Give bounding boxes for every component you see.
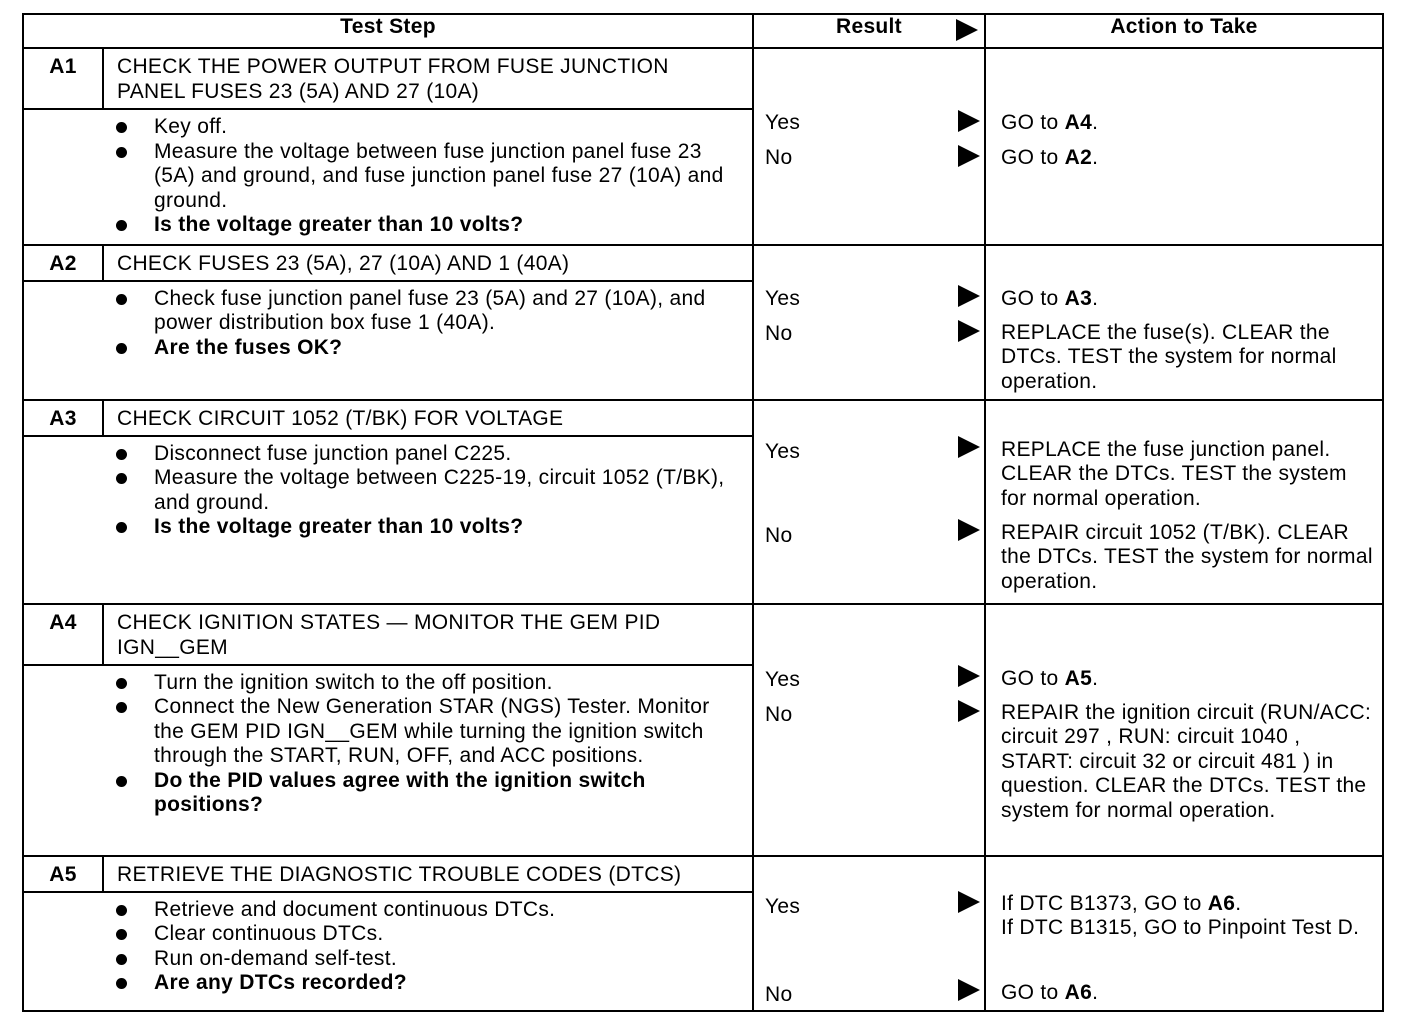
step-ref: A5: [1064, 666, 1093, 690]
bullet-item: Clear continuous DTCs.: [116, 922, 732, 947]
step-row-a2: [23, 245, 1383, 400]
result-cell: [753, 245, 985, 400]
header-result-label: Result: [836, 15, 902, 38]
arrow-right-icon: [958, 891, 980, 913]
action-yes: [1001, 111, 1378, 136]
action-cell: [985, 856, 1383, 1011]
diagnostic-table: [22, 13, 1384, 1012]
action-text: .: [1092, 146, 1099, 169]
bullet-item: Retrieve and document continuous DTCs.: [116, 898, 732, 923]
result-no: No: [765, 702, 793, 726]
step-header: [24, 857, 752, 893]
action-yes: REPLACE the fuse junction panel. CLEAR the DTCs. TEST the system for normal operation.: [1001, 437, 1347, 510]
action-text: .: [1235, 891, 1242, 915]
header-action: Action to Take: [985, 14, 1383, 48]
arrow-right-icon: [958, 436, 980, 458]
result-cell: [753, 400, 985, 604]
bullet-question: Is the voltage greater than 10 volts?: [116, 515, 732, 540]
step-title: CHECK IGNITION STATES — MONITOR THE GEM PID IGN__GEM: [117, 610, 661, 659]
step-bullets: [116, 287, 732, 361]
step-body: [24, 666, 752, 824]
step-title: CHECK FUSES 23 (5A), 27 (10A) AND 1 (40A): [117, 251, 570, 275]
result-no: No: [765, 321, 793, 345]
arrow-right-icon: [958, 285, 980, 307]
result-no: No: [765, 982, 793, 1006]
step-bullets: [116, 671, 732, 818]
step-header: [24, 605, 752, 666]
step-body: [24, 437, 752, 546]
step-cell: [23, 604, 753, 856]
step-header: [24, 401, 752, 437]
step-title: CHECK CIRCUIT 1052 (T/BK) FOR VOLTAGE: [117, 406, 564, 430]
step-row-a4: [23, 604, 1383, 856]
step-ref: A6: [1207, 891, 1236, 915]
step-ref: A2: [1064, 146, 1093, 169]
arrow-right-icon: [956, 19, 978, 41]
result-yes: Yes: [765, 439, 801, 463]
bullet-question: Do the PID values agree with the ignition switch positions?: [116, 769, 732, 818]
bullet-question: Are any DTCs recorded?: [116, 971, 732, 996]
bullet-question: Are the fuses OK?: [116, 336, 732, 361]
action-yes: [1001, 287, 1378, 312]
step-bullets: [116, 115, 732, 238]
result-no: No: [765, 523, 793, 547]
step-id: A5: [24, 857, 104, 891]
step-bullets: [116, 442, 732, 540]
action-no: REPAIR circuit 1052 (T/BK). CLEAR the DTCs. TEST the system for normal operation.: [1001, 520, 1373, 593]
action-text: GO to: [1001, 666, 1065, 690]
arrow-right-icon: [958, 519, 980, 541]
action-cell: [985, 400, 1383, 604]
step-cell: [23, 400, 753, 604]
result-cell: [753, 604, 985, 856]
step-body: [24, 282, 752, 367]
step-header: [24, 246, 752, 282]
step-id: A1: [24, 49, 104, 108]
step-bullets: [116, 898, 732, 996]
step-cell: [23, 856, 753, 1011]
arrow-right-icon: [958, 700, 980, 722]
action-cell: [985, 245, 1383, 400]
step-ref: A6: [1064, 980, 1093, 1004]
step-body: [24, 110, 752, 244]
action-text: GO to: [1001, 111, 1065, 134]
result-cell: [753, 856, 985, 1011]
result-cell: [753, 48, 985, 245]
step-id: A2: [24, 246, 104, 280]
action-text: .: [1092, 111, 1099, 134]
step-row-a1: [23, 48, 1383, 245]
action-text: .: [1092, 666, 1099, 690]
step-header: [24, 49, 752, 110]
action-text: If DTC B1315, GO to Pinpoint Test D.: [1001, 916, 1360, 939]
action-cell: [985, 604, 1383, 856]
result-yes: Yes: [765, 667, 801, 691]
step-title: CHECK THE POWER OUTPUT FROM FUSE JUNCTION PANEL FUSES 23 (5A) AND 27 (10A): [117, 55, 669, 103]
bullet-item: Measure the voltage between fuse junction panel fuse 23 (5A) and ground, and fuse junction panel fuse 27 (10A) and ground.: [116, 140, 732, 214]
result-yes: Yes: [765, 894, 801, 918]
result-yes: Yes: [765, 286, 801, 310]
action-text: GO to: [1001, 146, 1065, 169]
arrow-right-icon: [958, 145, 980, 167]
bullet-item: Disconnect fuse junction panel C225.: [116, 442, 732, 467]
action-text: .: [1092, 980, 1099, 1004]
bullet-item: Key off.: [116, 115, 732, 140]
step-row-a5: [23, 856, 1383, 1011]
step-ref: A3: [1064, 286, 1093, 310]
action-text: .: [1092, 286, 1099, 310]
step-id: A3: [24, 401, 104, 435]
step-id: A4: [24, 605, 104, 664]
bullet-item: Check fuse junction panel fuse 23 (5A) and 27 (10A), and power distribution box fuse 1 (40A).: [116, 287, 732, 336]
bullet-item: Measure the voltage between C225-19, circuit 1052 (T/BK), and ground.: [116, 466, 732, 515]
action-no: [1001, 981, 1378, 1006]
bullet-question: Is the voltage greater than 10 volts?: [116, 213, 732, 238]
result-no: No: [765, 146, 793, 169]
arrow-right-icon: [958, 665, 980, 687]
step-cell: [23, 245, 753, 400]
arrow-right-icon: [958, 110, 980, 132]
header-test-step: Test Step: [23, 14, 753, 48]
action-cell: [985, 48, 1383, 245]
step-body: [24, 893, 752, 1002]
action-text: If DTC B1373, GO to: [1001, 891, 1208, 915]
bullet-item: Connect the New Generation STAR (NGS) Tester. Monitor the GEM PID IGN__GEM while turning the ignition switch through the START, RUN, OFF, and ACC positions.: [116, 695, 732, 769]
step-cell: [23, 48, 753, 245]
arrow-right-icon: [958, 979, 980, 1001]
step-row-a3: [23, 400, 1383, 604]
step-title: RETRIEVE THE DIAGNOSTIC TROUBLE CODES (DTCS): [117, 862, 682, 886]
action-text: GO to: [1001, 286, 1065, 310]
bullet-item: Run on-demand self-test.: [116, 947, 732, 972]
step-ref: A4: [1064, 111, 1093, 134]
action-no: [1001, 146, 1378, 171]
action-yes: [1001, 667, 1378, 692]
result-yes: Yes: [765, 111, 801, 134]
action-yes: [1001, 892, 1378, 941]
action-no: REPAIR the ignition circuit (RUN/ACC: circuit 297 , RUN: circuit 1040 , START: circuit 32 or circuit 481 ) in question. CLEAR the DTCs. TEST the system for normal operation.: [1001, 700, 1372, 822]
header-row: [23, 14, 1383, 48]
bullet-item: Turn the ignition switch to the off position.: [116, 671, 732, 696]
header-result: [753, 14, 985, 48]
action-text: GO to: [1001, 980, 1065, 1004]
arrow-right-icon: [958, 320, 980, 342]
action-no: REPLACE the fuse(s). CLEAR the DTCs. TEST the system for normal operation.: [1001, 320, 1337, 393]
